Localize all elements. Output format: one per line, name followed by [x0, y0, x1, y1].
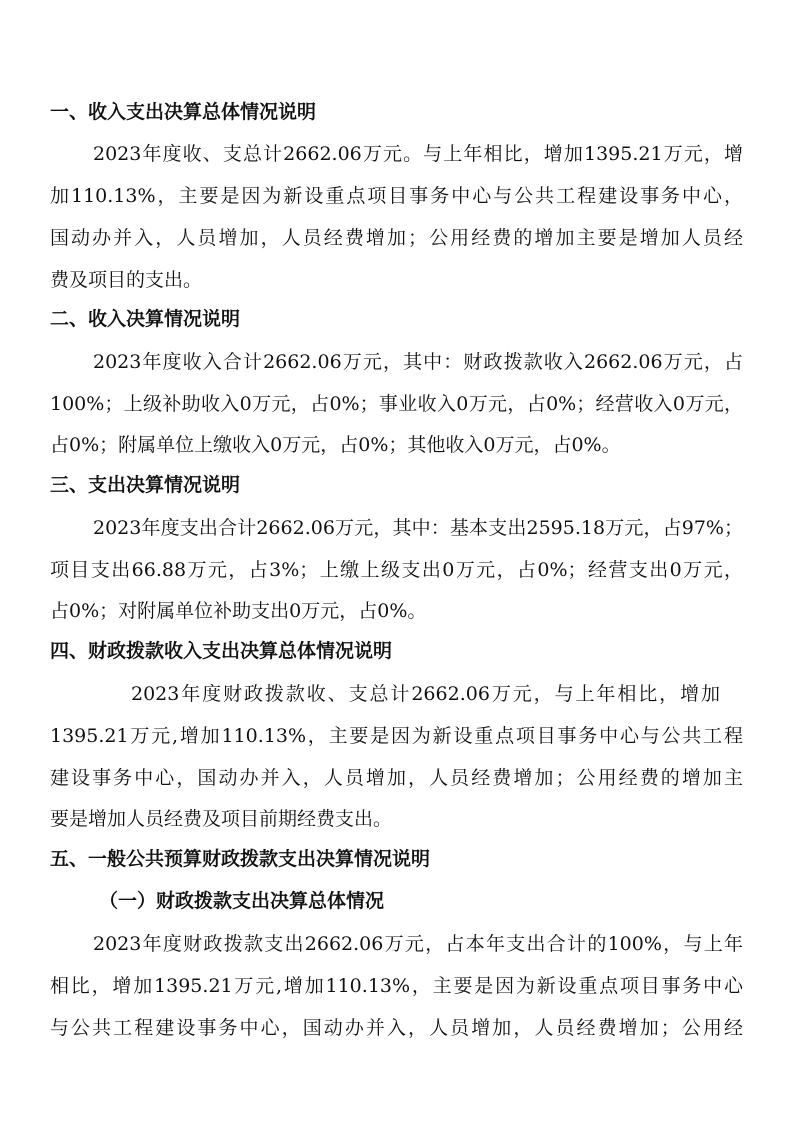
section-1-paragraph-line-3: 国动办并入，人员增加，人员经费增加；公用经费的增加主要是增加人员经 [50, 227, 743, 249]
section-5-paragraph-line-2: 相比，增加1395.21万元,增加110.13%，主要是因为新设重点项目事务中心 [50, 975, 743, 997]
section-3-paragraph-line-2: 项目支出66.88万元，占3%；上缴上级支出0万元，占0%；经营支出0万元， [50, 559, 743, 581]
section-5-subheading: （一）财政拨款支出决算总体情况 [99, 890, 385, 912]
section-5-paragraph-line-3: 与公共工程建设事务中心，国动办并入，人员增加，人员经费增加；公用经 [50, 1017, 743, 1039]
section-4-paragraph-line-1: 2023年度财政拨款收、支总计2662.06万元，与上年相比，增加 [131, 683, 720, 705]
section-2-paragraph-line-1: 2023年度收入合计2662.06万元，其中：财政拨款收入2662.06万元，占 [93, 351, 743, 373]
section-4-heading: 四、财政拨款收入支出决算总体情况说明 [50, 640, 393, 662]
section-4-paragraph-line-2: 1395.21万元,增加110.13%，主要是因为新设重点项目事务中心与公共工程 [50, 725, 743, 747]
section-1-paragraph-line-2: 加110.13%，主要是因为新设重点项目事务中心与公共工程建设事务中心， [50, 185, 743, 207]
section-1-paragraph-line-4: 费及项目的支出。 [50, 269, 203, 291]
section-3-heading: 三、支出决算情况说明 [50, 474, 241, 496]
section-3-paragraph-line-1: 2023年度支出合计2662.06万元，其中：基本支出2595.18万元，占97%； [93, 517, 743, 539]
section-5-heading: 五、一般公共预算财政拨款支出决算情况说明 [50, 848, 431, 870]
section-5-paragraph-line-1: 2023年度财政拨款支出2662.06万元，占本年支出合计的100%，与上年 [93, 933, 743, 955]
section-2-paragraph-line-3: 占0%；附属单位上缴收入0万元，占0%；其他收入0万元，占0%。 [50, 434, 621, 456]
section-4-paragraph-line-4: 要是增加人员经费及项目前期经费支出。 [50, 808, 393, 830]
section-3-paragraph-line-3: 占0%；对附属单位补助支出0万元，占0%。 [50, 600, 427, 622]
section-2-paragraph-line-2: 100%；上级补助收入0万元，占0%；事业收入0万元，占0%；经营收入0万元， [50, 393, 743, 415]
section-1-paragraph-line-1: 2023年度收、支总计2662.06万元。与上年相比，增加1395.21万元，增 [93, 143, 743, 165]
section-2-heading: 二、收入决算情况说明 [50, 308, 241, 330]
section-1-heading: 一、收入支出决算总体情况说明 [50, 101, 317, 123]
section-4-paragraph-line-3: 建设事务中心，国动办并入，人员增加，人员经费增加；公用经费的增加主 [50, 767, 743, 789]
